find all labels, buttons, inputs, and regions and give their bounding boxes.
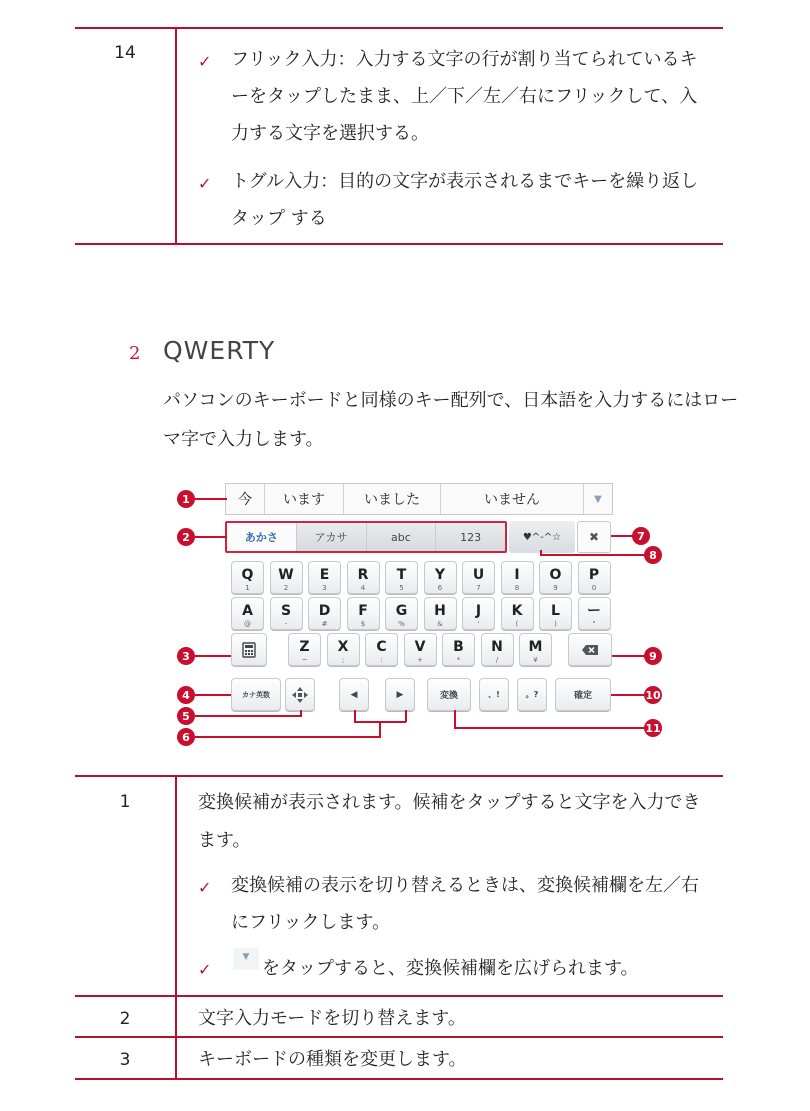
row-divider <box>75 1036 723 1038</box>
key-label: Q <box>241 567 254 583</box>
callout-line <box>611 535 633 537</box>
callout-line <box>611 694 645 696</box>
callout-line <box>405 710 407 722</box>
key-c[interactable] <box>365 633 398 666</box>
key-i[interactable] <box>501 561 534 594</box>
key-sublabel: 2 <box>283 584 289 592</box>
toggle-input-bullet: トグル入力：目的の文字が表示されるまでキーを繰り返しタップ する <box>231 171 699 229</box>
key-sublabel: ) <box>554 620 557 628</box>
key-long-dash[interactable] <box>578 597 611 630</box>
kana-alnum-key[interactable]: カナ英数 <box>231 678 281 711</box>
keyboard-switch-key[interactable] <box>231 633 267 666</box>
key-sublabel: & <box>437 620 443 628</box>
flick-input-bullet: フリック入力：入力する文字の行が割り当てられているキーをタップしたまま、上／下／左／右にフリックして、入力する文字を選択する。 <box>231 49 698 144</box>
key-label: ー <box>587 603 601 619</box>
keyboard-illustration <box>225 483 613 723</box>
callout-line <box>300 710 302 717</box>
check-icon: ✓ <box>198 52 212 71</box>
key-x[interactable] <box>327 633 360 666</box>
key-label: D <box>318 603 331 619</box>
callout-line <box>195 694 231 696</box>
key-label: Z <box>299 639 310 655</box>
backspace-icon <box>581 644 599 656</box>
key-e[interactable] <box>308 561 341 594</box>
mode-number-tab[interactable]: 123 <box>436 523 505 551</box>
row-number: 2 <box>119 1009 131 1029</box>
key-label: K <box>511 603 523 619</box>
callout-5: 5 <box>177 707 195 725</box>
bottom-table-rule-top <box>75 775 723 777</box>
key-label: X <box>337 639 349 655</box>
key-sublabel: 1 <box>245 584 250 592</box>
callout-7: 7 <box>632 527 650 545</box>
candidate-item[interactable]: います <box>265 484 344 514</box>
key-y[interactable] <box>424 561 457 594</box>
key-sublabel: 4 <box>360 584 366 592</box>
key-t[interactable] <box>385 561 418 594</box>
key-label: G <box>395 603 408 619</box>
key-sublabel: 0 <box>591 584 597 592</box>
key-label: L <box>551 603 560 619</box>
cursor-right-key[interactable] <box>385 678 415 711</box>
key-sublabel: + <box>417 656 423 664</box>
callout-1: 1 <box>177 490 195 508</box>
calculator-icon <box>242 642 256 658</box>
cursor-left-key[interactable] <box>339 678 369 711</box>
key-sublabel: ¥ <box>533 656 538 664</box>
callout-4: 4 <box>177 686 195 704</box>
row-divider <box>75 995 723 997</box>
key-w[interactable] <box>270 561 303 594</box>
callout-line <box>354 721 406 723</box>
callout-line <box>612 655 645 657</box>
key-label: J <box>475 603 482 619</box>
key-label: U <box>472 567 485 583</box>
callout-line <box>354 710 356 722</box>
callout-line <box>540 554 645 556</box>
key-b[interactable] <box>442 633 475 666</box>
key-sublabel: ' <box>477 620 480 628</box>
callout-line <box>379 722 381 738</box>
bottom-table-rule-bottom <box>75 1078 723 1080</box>
key-label: N <box>491 639 503 655</box>
right-arrow-icon: ▶ <box>396 689 404 700</box>
key-sublabel: ( <box>515 620 519 628</box>
key-m[interactable] <box>519 633 552 666</box>
mode-alpha-tab[interactable]: abc <box>367 523 437 551</box>
expand-candidates-icon: ▼ <box>233 948 259 970</box>
callout-6: 6 <box>177 728 195 746</box>
emoji-key[interactable]: ♥^-^☆ <box>509 521 575 553</box>
left-arrow-icon: ◀ <box>350 689 358 700</box>
callout-line <box>195 655 231 657</box>
key-sublabel: / <box>495 656 499 664</box>
punct-period-key[interactable]: 。? <box>517 678 547 711</box>
key-sublabel: $ <box>360 620 366 628</box>
key-p[interactable] <box>578 561 611 594</box>
row-3-description: キーボードの種類を変更します。 <box>198 1049 467 1070</box>
key-label: O <box>549 567 562 583</box>
key-label: V <box>414 639 426 655</box>
cursor-move-key[interactable] <box>285 678 315 711</box>
callout-2: 2 <box>177 528 195 546</box>
row-1-bullet-1: 変換候補の表示を切り替えるときは、変換候補欄を左／右にフリックします。 <box>231 875 699 933</box>
candidate-item[interactable]: いました <box>344 484 441 514</box>
row-number: 3 <box>119 1050 131 1070</box>
key-sublabel: # <box>321 620 328 628</box>
callout-line <box>455 727 645 729</box>
key-sublabel: - <box>284 620 288 628</box>
key-label: E <box>319 567 330 583</box>
key-f[interactable] <box>347 597 380 630</box>
key-label: M <box>528 639 543 655</box>
key-label: B <box>453 639 464 655</box>
key-sublabel: ; <box>341 656 345 664</box>
candidate-item[interactable]: いません <box>441 484 584 514</box>
bottom-table-divider <box>175 775 177 1080</box>
section-number: 2 <box>129 343 141 364</box>
key-label: H <box>434 603 446 619</box>
key-label: T <box>396 567 407 583</box>
key-sublabel: 7 <box>476 584 481 592</box>
candidate-bar <box>225 483 613 515</box>
key-label: Y <box>434 567 446 583</box>
key-a[interactable] <box>231 597 264 630</box>
key-k[interactable] <box>501 597 534 630</box>
check-icon: ✓ <box>198 878 212 897</box>
row-2-description: 文字入力モードを切り替えます。 <box>198 1008 466 1029</box>
key-d[interactable] <box>308 597 341 630</box>
check-icon: ✓ <box>198 174 212 193</box>
callout-3: 3 <box>177 647 195 665</box>
key-sublabel: 3 <box>322 584 327 592</box>
delete-key[interactable] <box>568 633 612 666</box>
callout-line <box>540 550 542 556</box>
row-1-bullet-2: をタップすると、変換候補欄を広げられます。 <box>262 958 639 979</box>
row-1-description: 変換候補が表示されます。候補をタップすると文字を入力できます。 <box>198 792 701 851</box>
punct-comma-key[interactable]: 、! <box>479 678 509 711</box>
key-label: S <box>280 603 292 619</box>
callout-line <box>454 710 456 729</box>
key-sublabel: 9 <box>553 584 558 592</box>
key-o[interactable] <box>539 561 572 594</box>
callout-line <box>195 715 301 717</box>
key-sublabel: 5 <box>399 584 404 592</box>
key-sublabel: ~ <box>301 656 308 664</box>
callout-9: 9 <box>644 647 662 665</box>
key-label: W <box>278 567 294 583</box>
key-q[interactable] <box>231 561 264 594</box>
callout-line <box>195 536 227 538</box>
top-table-rule-bottom <box>75 243 723 245</box>
key-sublabel: " <box>592 620 596 628</box>
callout-8: 8 <box>644 546 662 564</box>
key-sublabel: : <box>380 656 383 664</box>
key-sublabel: 6 <box>437 584 443 592</box>
callout-11: 11 <box>644 719 662 737</box>
section-title: QWERTY <box>163 336 276 365</box>
key-j[interactable] <box>462 597 495 630</box>
key-label: I <box>514 567 520 583</box>
input-mode-bar <box>225 521 507 553</box>
top-table-divider <box>175 27 177 245</box>
key-s[interactable] <box>270 597 303 630</box>
key-h[interactable] <box>424 597 457 630</box>
key-z[interactable] <box>288 633 321 666</box>
callout-line <box>195 498 227 500</box>
key-n[interactable] <box>481 633 514 666</box>
key-label: A <box>242 603 253 619</box>
key-label: P <box>588 567 600 583</box>
check-icon: ✓ <box>198 960 212 979</box>
row-number: 1 <box>119 792 131 812</box>
callout-10: 10 <box>644 686 662 704</box>
key-label: C <box>376 639 387 655</box>
close-keyboard-key[interactable]: ✖ <box>577 521 611 553</box>
confirm-key[interactable]: 確定 <box>555 678 611 711</box>
key-v[interactable] <box>404 633 437 666</box>
callout-line <box>195 736 380 738</box>
key-g[interactable] <box>385 597 418 630</box>
top-table-rule-top <box>75 27 723 29</box>
key-sublabel: * <box>456 656 461 664</box>
key-label: R <box>357 567 369 583</box>
key-label: F <box>358 603 368 619</box>
key-l[interactable] <box>539 597 572 630</box>
key-sublabel: 8 <box>514 584 520 592</box>
key-sublabel: @ <box>244 620 251 628</box>
expand-candidates-icon[interactable]: ▼ <box>594 493 602 505</box>
henkan-key[interactable]: 変換 <box>427 678 471 711</box>
top-row-number: 14 <box>114 43 136 63</box>
mode-katakana-tab[interactable]: アカサ <box>297 523 367 551</box>
move-arrows-icon <box>292 687 308 703</box>
key-sublabel: % <box>398 620 405 628</box>
candidate-item[interactable]: 今 <box>226 484 265 514</box>
key-u[interactable] <box>462 561 495 594</box>
mode-hiragana-tab[interactable]: あかさ <box>227 523 297 551</box>
section-intro: パソコンのキーボードと同様のキー配列で、日本語を入力するにはローマ字で入力します。 <box>163 390 739 450</box>
key-r[interactable] <box>347 561 380 594</box>
